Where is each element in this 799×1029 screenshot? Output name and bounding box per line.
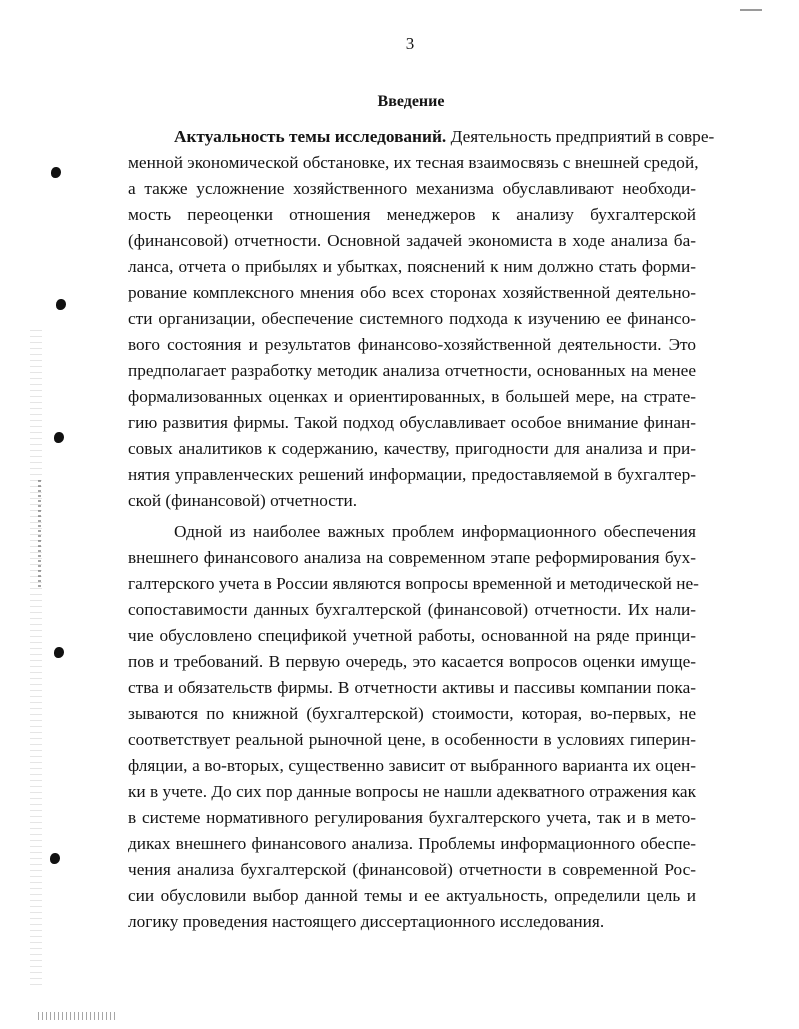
page-number: 3 <box>405 34 415 53</box>
text-line: галтерского учета в России являются вопросы временной и методической не- <box>128 574 699 593</box>
text-line: сопоставимости данных бухгалтерской (финансовой) отчетности. Их нали- <box>128 600 696 619</box>
binding-artifact <box>38 480 41 590</box>
text-line: вого состояния и результатов финансово-хозяйственной деятельности. Это <box>128 335 696 354</box>
text-line: формализованных оценках и ориентированных, в большей мере, на страте- <box>128 387 696 406</box>
text-line: Одной из наиболее важных проблем информационного обеспечения <box>174 522 696 541</box>
text-line: (финансовой) отчетности. Основной задачей экономиста в ходе анализа ба- <box>128 231 696 250</box>
text-line: менной экономической обстановке, их тесная взаимосвязь с внешней средой, <box>128 153 699 172</box>
text-line: внешнего финансового анализа на современном этапе реформирования бух- <box>128 548 696 567</box>
text-line: а также усложнение хозяйственного механизма обуславливают необходи- <box>128 179 696 198</box>
text-line: нятия управленческих решений информации, предоставляемой в бухгалтер- <box>128 465 696 484</box>
scan-mark <box>740 9 762 11</box>
punch-hole <box>54 647 64 658</box>
text-line: логику проведения настоящего диссертационного исследования. <box>128 912 605 931</box>
scan-artifact <box>38 1012 118 1020</box>
text-line: мость переоценки отношения менеджеров к анализу бухгалтерской <box>128 205 696 224</box>
text-line: предполагает разработку методик анализа отчетности, основанных на менее <box>128 361 696 380</box>
text-line: зываются по книжной (бухгалтерской) стоимости, которая, во-первых, не <box>128 704 696 723</box>
text-line: чения анализа бухгалтерской (финансовой) отчетности в современной Рос- <box>128 860 696 879</box>
text-line: ланса, отчета о прибылях и убытках, пояснений к ним должно стать форми- <box>128 257 696 276</box>
text-line: фляции, а во-вторых, существенно зависит от выбранного варианта их оцен- <box>128 756 696 775</box>
section-heading: Введение <box>377 93 445 110</box>
text-line: Актуальность темы исследований. Деятельность предприятий в совре- <box>174 127 715 146</box>
text-line: чие обусловлено спецификой учетной работы, основанной на ряде принци- <box>128 626 696 645</box>
binding-artifact <box>30 330 42 990</box>
text-line: диках внешнего финансового анализа. Проблемы информационного обеспе- <box>128 834 696 853</box>
punch-hole <box>56 299 66 310</box>
text-line: в системе нормативного регулирования бухгалтерского учета, так и в мето- <box>128 808 696 827</box>
punch-hole <box>54 432 64 443</box>
text-line: гию развития фирмы. Такой подход обуславливает особое внимание финан- <box>128 413 696 432</box>
text-line: пов и требований. В первую очередь, это касается вопросов оценки имуще- <box>128 652 696 671</box>
text-line: ства и обязательств фирмы. В отчетности активы и пассивы компании пока- <box>128 678 696 697</box>
text-line: сии обусловили выбор данной темы и ее актуальность, определили цель и <box>128 886 696 905</box>
text-line: сти организации, обеспечение системного подхода к изучению ее финансо- <box>128 309 696 328</box>
text-line: соответствует реальной рыночной цене, в особенности в условиях гиперин- <box>128 730 696 749</box>
paragraph-lead: Актуальность темы исследований. <box>174 127 447 146</box>
punch-hole <box>51 167 61 178</box>
punch-hole <box>50 853 60 864</box>
text-line: рование комплексного мнения обо всех сторонах хозяйственной деятельно- <box>128 283 696 302</box>
text-line: ки в учете. До сих пор данные вопросы не нашли адекватного отражения как <box>128 782 696 801</box>
text-line: совых аналитиков к содержанию, качеству, пригодности для анализа и при- <box>128 439 696 458</box>
text-line: ской (финансовой) отчетности. <box>128 491 358 510</box>
